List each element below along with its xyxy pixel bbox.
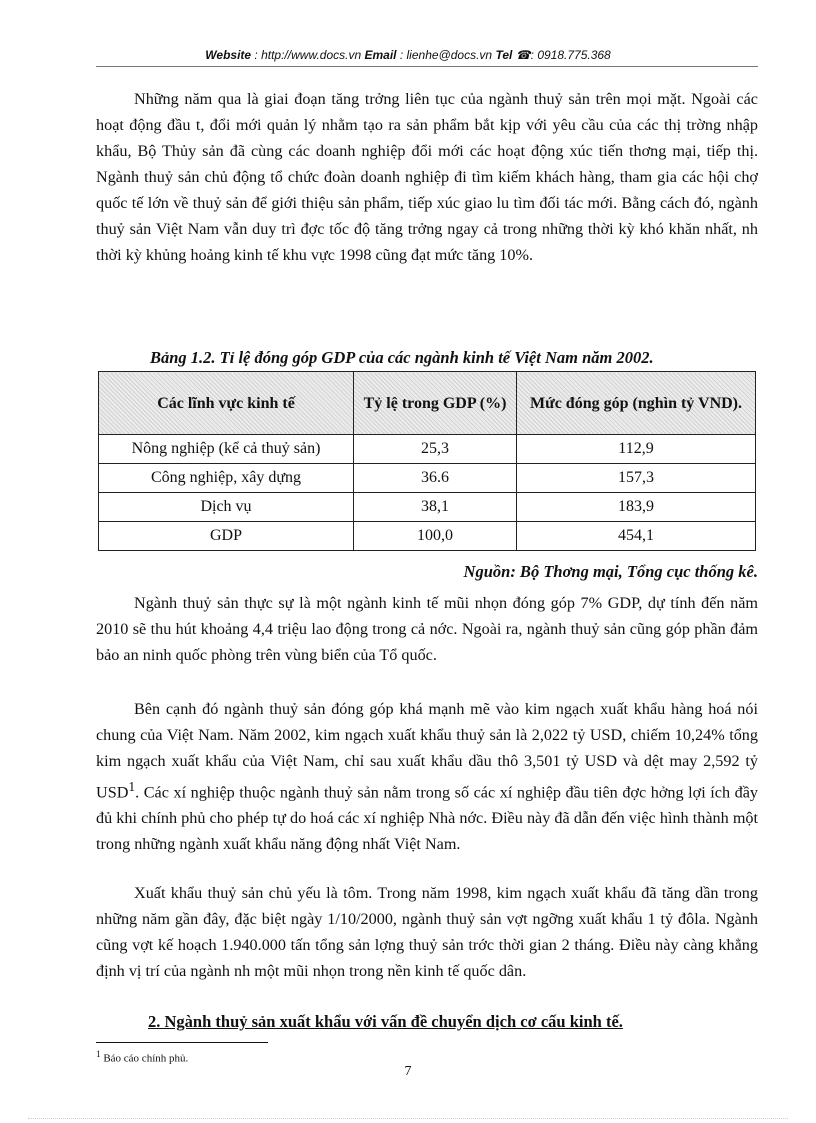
table-cell: Dịch vụ — [99, 493, 354, 522]
footnote-reference[interactable]: 1 — [128, 779, 136, 794]
table-cell: 100,0 — [354, 522, 517, 551]
bottom-divider — [28, 1118, 788, 1119]
table-caption: Bảng 1.2. Tỉ lệ đóng góp GDP của các ngành kinh tế Việt Nam năm 2002. — [150, 348, 654, 367]
paragraph-text: Bên cạnh đó ngành thuỷ sản đóng góp khá mạnh mẽ vào kim ngạch xuất khẩu hàng hoá nói chung của Việt Nam. Năm 2002, kim ngạch xuất khẩu thuỷ sản là 2,022 tỷ USD, chiếm 10,24% tổng kim ngạch xuất khẩu của Việt Nam, chỉ sau xuất khẩu dầu thô 3,501 tỷ USD và dệt may 2,592 tỷ USD — [96, 700, 758, 802]
website-url[interactable]: http://www.docs.vn — [261, 48, 362, 62]
email-separator: : — [396, 48, 407, 62]
table-cell: 454,1 — [517, 522, 756, 551]
table-row — [99, 493, 756, 522]
table-cell: Nông nghiệp (kể cả thuỷ sản) — [99, 435, 354, 464]
table-cell: 157,3 — [517, 464, 756, 493]
website-separator: : — [251, 48, 262, 62]
page-number: 7 — [404, 1064, 412, 1079]
website-label: Website — [205, 48, 252, 62]
paragraph-growth: Những năm qua là giai đoạn tăng trởng liên tục của ngành thuỷ sản trên mọi mặt. Ngoài các hoạt động đầu t, đổi mới quản lý nhằm tạo ra sản phẩm bắt kịp với yêu cầu của các thị trờng nhập khẩu, Bộ Thủy sản đã cùng các doanh nghiệp đổi mới các hoạt động xúc tiến thơng mại, tiếp thị. Ngành thuỷ sản chủ động tổ chức đoàn doanh nghiệp đi tìm kiếm khách hàng, tham gia các hội chợ quốc tế lớn về thuỷ sản để giới thiệu sản phẩm, tiếp xúc giao lu tìm đối tác mới. Bằng cách đó, ngành thuỷ sản Việt Nam vẫn duy trì đợc tốc độ tăng trởng ngay cả trong những thời kỳ khó khăn nhất, nh thời kỳ khủng hoảng kinh tế khu vực 1998 cũng đạt mức tăng 10%. — [96, 90, 758, 264]
paragraph-text: . Các xí nghiệp thuộc ngành thuỷ sản nằm trong số các xí nghiệp đầu tiên đợc hởng lợi ích đầy đủ khi chính phủ cho phép tự do hoá các xí nghiệp Nhà nớc. Điều này đã dẫn đến việc hình thành một trong những ngành xuất khẩu năng động nhất Việt Nam. — [96, 783, 758, 854]
table-row — [99, 464, 756, 493]
table-row — [99, 435, 756, 464]
table-source: Nguồn: Bộ Thơng mại, Tổng cục thống kê. — [463, 562, 758, 581]
table-cell: Công nghiệp, xây dựng — [99, 464, 354, 493]
table-cell: 25,3 — [354, 435, 517, 464]
table-cell: GDP — [99, 522, 354, 551]
table-cell: 183,9 — [517, 493, 756, 522]
table-header-row — [99, 372, 756, 435]
footnote-divider — [96, 1042, 268, 1043]
tel-label: Tel — [495, 48, 513, 62]
table-cell: 36.6 — [354, 464, 517, 493]
footnote-mark: 1 — [96, 1049, 101, 1059]
paragraph-key-sector: Ngành thuỷ sản thực sự là một ngành kinh tế mũi nhọn đóng góp 7% GDP, dự tính đến năm 2010 sẽ thu hút khoảng 4,4 triệu lao động trong cả nớc. Ngoài ra, ngành thuỷ sản cũng góp phần đảm bảo an ninh quốc phòng trên vùng biển của Tổ quốc. — [96, 594, 758, 664]
table-cell: 112,9 — [517, 435, 756, 464]
paragraph-export-turnover — [96, 696, 758, 857]
telephone-icon: ☎ — [515, 48, 531, 62]
footnote — [96, 1049, 188, 1065]
tel-separator: : — [530, 48, 538, 62]
table-cell: 38,1 — [354, 493, 517, 522]
section-heading: 2. Ngành thuỷ sản xuất khẩu với vấn đề chuyển dịch cơ cấu kinh tế. — [148, 1012, 623, 1031]
header-gdp-share: Tỷ lệ trong GDP (%) — [354, 372, 517, 435]
table-row — [99, 522, 756, 551]
footnote-text: Báo cáo chính phủ. — [100, 1052, 189, 1065]
tel-number: 0918.775.368 — [537, 48, 611, 62]
header-divider — [96, 66, 758, 67]
header-sector: Các lĩnh vực kinh tế — [99, 372, 354, 435]
header-contribution: Mức đóng góp (nghìn tỷ VND). — [517, 372, 756, 435]
gdp-table — [98, 371, 756, 551]
paragraph-shrimp-exports: Xuất khẩu thuỷ sản chủ yếu là tôm. Trong năm 1998, kim ngạch xuất khẩu đã tăng dần trong những năm gần đây, đặc biệt ngày 1/10/2000, ngành thuỷ sản vợt ngỡng xuất khẩu 1 tỷ đôla. Ngành cũng vợt kế hoạch 1.940.000 tấn tổng sản lợng thuỷ sản trớc thời gian 2 tháng. Điều này càng khẳng định vị trí của ngành nh một mũi nhọn trong nền kinh tế quốc dân. — [96, 884, 758, 980]
page-header — [0, 48, 816, 62]
email-label: Email — [364, 48, 397, 62]
email-address[interactable]: lienhe@docs.vn — [406, 48, 493, 62]
